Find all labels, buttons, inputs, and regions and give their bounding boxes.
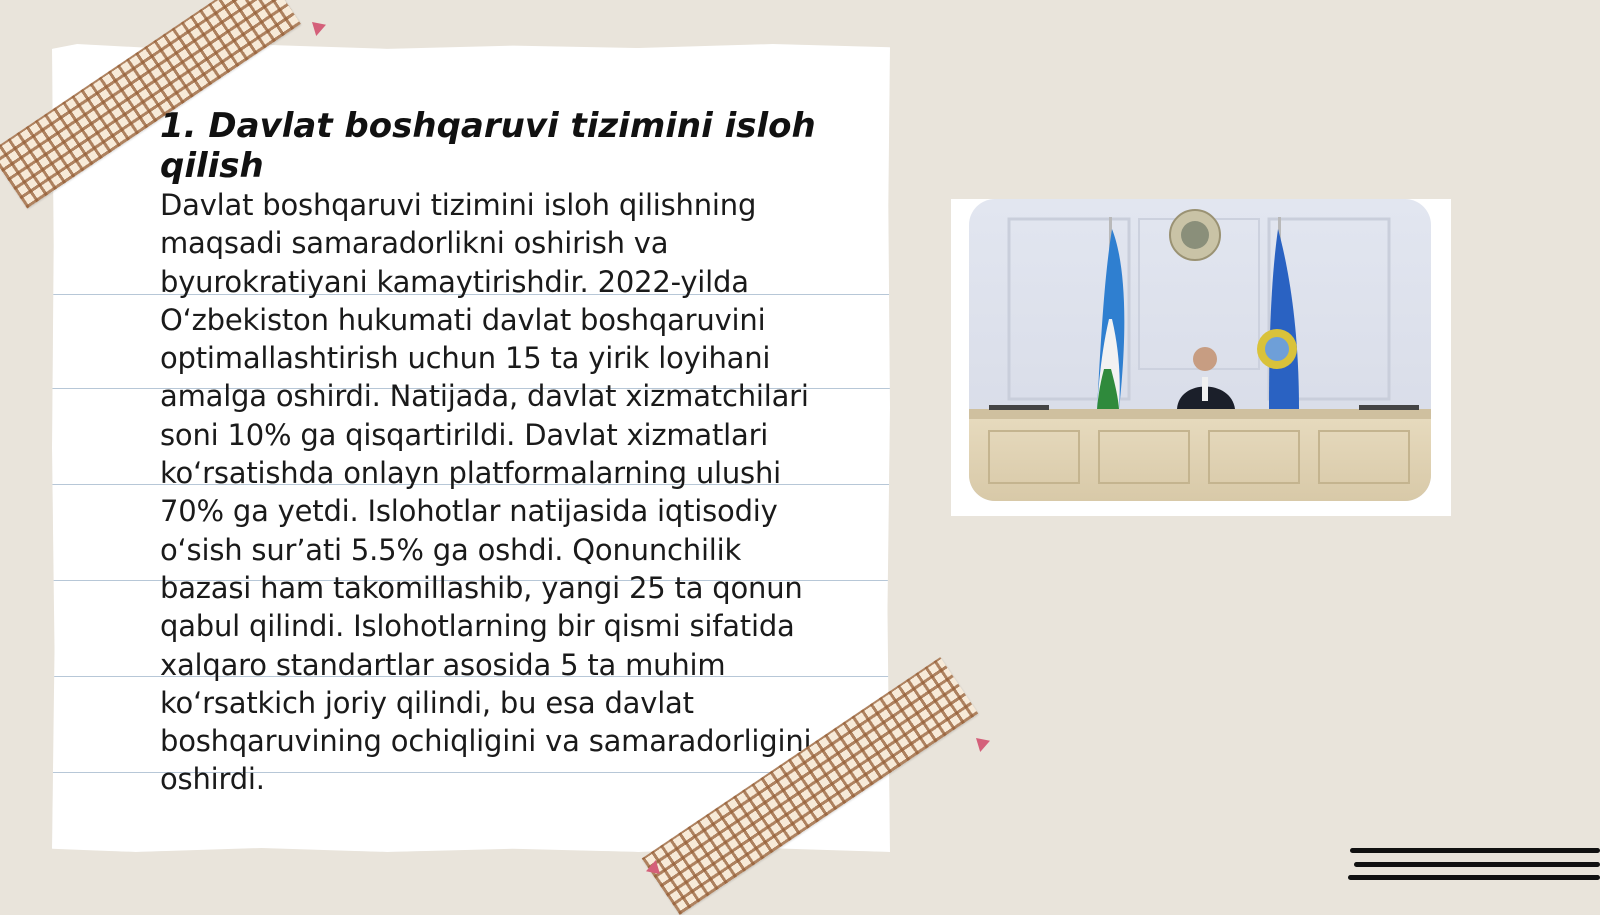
tape-heart-icon — [976, 738, 990, 752]
tape-heart-icon — [312, 22, 326, 36]
photo-frame — [951, 199, 1451, 516]
brush-line — [1348, 875, 1600, 880]
slide-title: 1. Davlat boshqaruvi tizimini isloh qilish — [160, 106, 816, 186]
official-meeting-photo-icon — [969, 199, 1431, 501]
brush-line — [1354, 862, 1600, 867]
slide-body-text: Davlat boshqaruvi tizimini isloh qilishning maqsadi samaradorlikni oshirish va byurokratiyani kamaytirishdir. 2022-yilda O‘zbekiston hukumati davlat boshqaruvini optimallashtirish uchun 15 ta yirik loyihani amalga oshirdi. Natijada, davlat xizmatchilari soni 10% ga qisqartirildi. Davlat xizmatlari ko‘rsatishda onlayn platformalarning ulushi 70% ga yetdi. Islohotlar natijasida iqtisodiy o‘sish sur’ati 5.5% ga oshdi. Qonunchilik bazasi ham takomillashib, yangi 25 ta qonun qabul qilindi. Islohotlarning bir qismi sifatida xalqaro standartlar asosida 5 ta muhim ko‘rsatkich joriy qilindi, bu esa davlat boshqaruvining ochiqligini va samaradorligini oshirdi. — [160, 188, 812, 797]
brush-line — [1350, 848, 1600, 853]
